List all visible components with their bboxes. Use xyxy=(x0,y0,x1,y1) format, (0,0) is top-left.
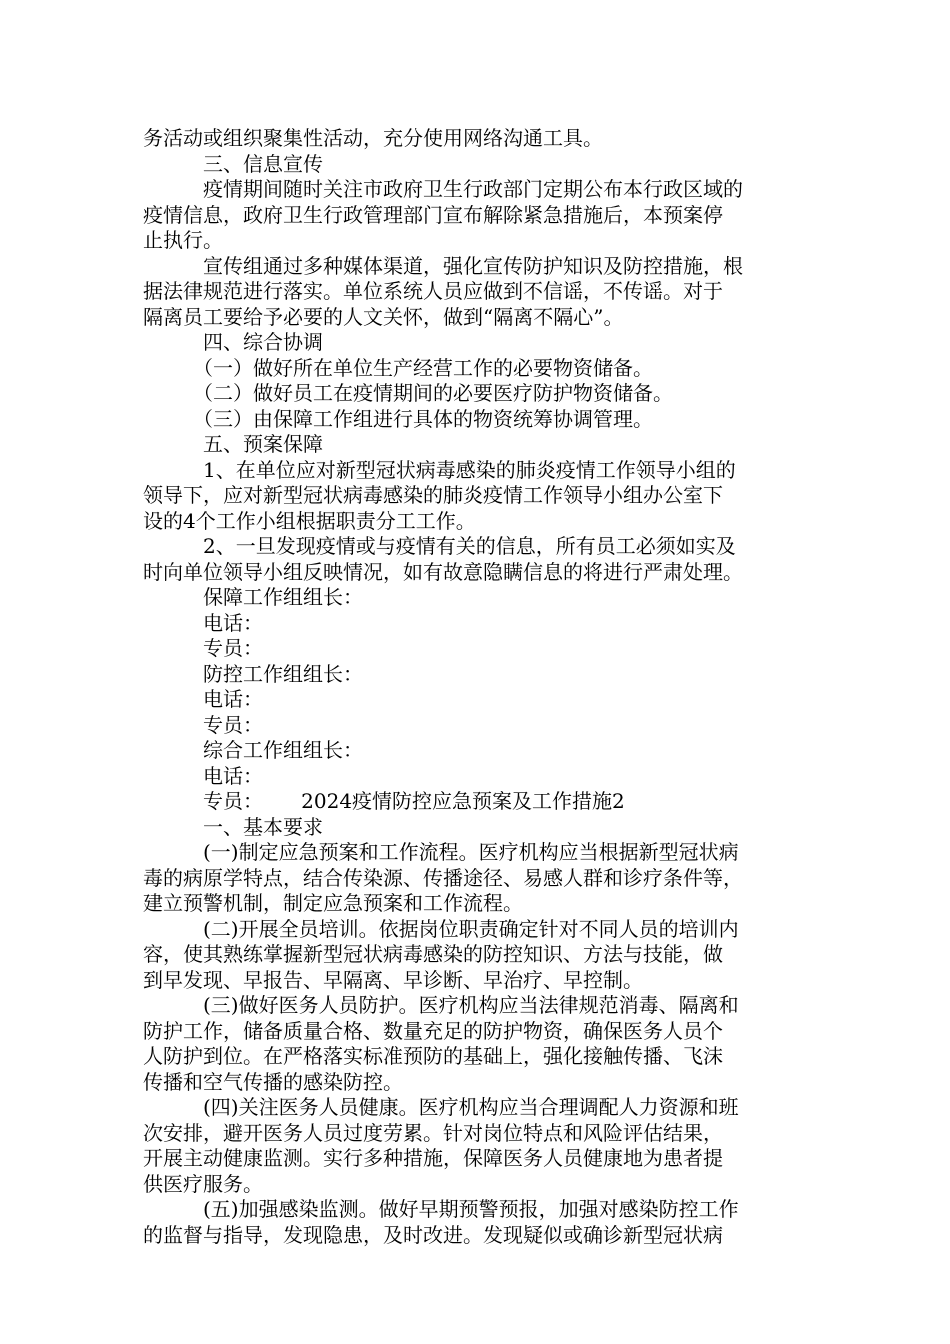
text-line: 专员： xyxy=(203,712,263,737)
document-body xyxy=(143,126,807,1248)
text-line: 务活动或组织聚集性活动，充分使用网络沟通工具。 xyxy=(143,126,603,150)
text-line: 五、预案保障 xyxy=(203,432,323,456)
text-line: 防控工作组组长： xyxy=(203,661,363,686)
text-line: 三、信息宣传 xyxy=(203,151,323,176)
text-line: 疫情信息，政府卫生行政管理部门宣布解除紧急措施后，本预案停 xyxy=(143,202,723,227)
text-line: 止执行。 xyxy=(143,228,223,252)
text-line: 时向单位领导小组反映情况，如有故意隐瞒信息的将进行严肃处理。 xyxy=(143,559,743,584)
text-line: (二)开展全员培训。依据岗位职责确定针对不同人员的培训内 xyxy=(203,916,739,941)
text-line: 疫情期间随时关注市政府卫生行政部门定期公布本行政区域的 xyxy=(203,177,743,201)
text-line: （一）做好所在单位生产经营工作的必要物资储备。 xyxy=(193,355,653,380)
text-line: 2、一旦发现疫情或与疫情有关的信息，所有员工必须如实及 xyxy=(203,534,736,558)
text-line: (一)制定应急预案和工作流程。医疗机构应当根据新型冠状病 xyxy=(203,840,739,864)
text-line: 设的4个工作小组根据职责分工工作。 xyxy=(143,508,476,533)
text-line: 容，使其熟练掌握新型冠状病毒感染的防控知识、方法与技能，做 xyxy=(143,942,723,966)
text-line: 保障工作组组长： xyxy=(203,585,363,609)
text-line: 隔离员工要给予必要的人文关怀，做到“隔离不隔心”。 xyxy=(143,304,624,329)
text-line: 人防护到位。在严格落实标准预防的基础上，强化接触传播、飞沫 xyxy=(143,1044,723,1068)
text-line: （三）由保障工作组进行具体的物资统筹协调管理。 xyxy=(193,406,653,431)
text-line: 综合工作组组长： xyxy=(203,738,363,762)
text-line: 专员： 2024疫情防控应急预案及工作措施2 xyxy=(203,789,625,813)
text-line: 一、基本要求 xyxy=(203,814,323,839)
text-line: （二）做好员工在疫情期间的必要医疗防护物资储备。 xyxy=(193,381,673,405)
text-line: (四)关注医务人员健康。医疗机构应当合理调配人力资源和班 xyxy=(203,1095,739,1119)
text-line: 开展主动健康监测。实行多种措施，保障医务人员健康地为患者提 xyxy=(143,1146,723,1170)
text-line: 传播和空气传播的感染防控。 xyxy=(143,1069,403,1094)
text-line: 次安排，避开医务人员过度劳累。针对岗位特点和风险评估结果， xyxy=(143,1120,723,1145)
text-line: 四、综合协调 xyxy=(203,330,323,354)
text-line: 电话： xyxy=(203,763,263,788)
text-line: 宣传组通过多种媒体渠道，强化宣传防护知识及防控措施，根 xyxy=(203,253,743,278)
text-line: 毒的病原学特点，结合传染源、传播途径、易感人群和诊疗条件等， xyxy=(143,865,743,890)
text-line: (五)加强感染监测。做好早期预警预报，加强对感染防控工作 xyxy=(203,1197,739,1221)
text-line: 专员： xyxy=(203,636,263,660)
text-line: 建立预警机制，制定应急预案和工作流程。 xyxy=(143,891,523,915)
text-line: 1、在单位应对新型冠状病毒感染的肺炎疫情工作领导小组的 xyxy=(203,457,736,482)
text-line: 防护工作，储备质量合格、数量充足的防护物资，确保医务人员个 xyxy=(143,1018,723,1043)
text-line: 据法律规范进行落实。单位系统人员应做到不信谣，不传谣。对于 xyxy=(143,279,723,303)
text-line: (三)做好医务人员防护。医疗机构应当法律规范消毒、隔离和 xyxy=(203,993,739,1017)
text-line: 到早发现、早报告、早隔离、早诊断、早治疗、早控制。 xyxy=(143,967,643,992)
text-line: 领导下，应对新型冠状病毒感染的肺炎疫情工作领导小组办公室下 xyxy=(143,483,723,507)
text-line: 电话： xyxy=(203,610,263,635)
text-line: 电话： xyxy=(203,687,263,711)
text-line: 供医疗服务。 xyxy=(143,1171,263,1196)
text-line: 的监督与指导，发现隐患，及时改进。发现疑似或确诊新型冠状病 xyxy=(143,1222,723,1247)
